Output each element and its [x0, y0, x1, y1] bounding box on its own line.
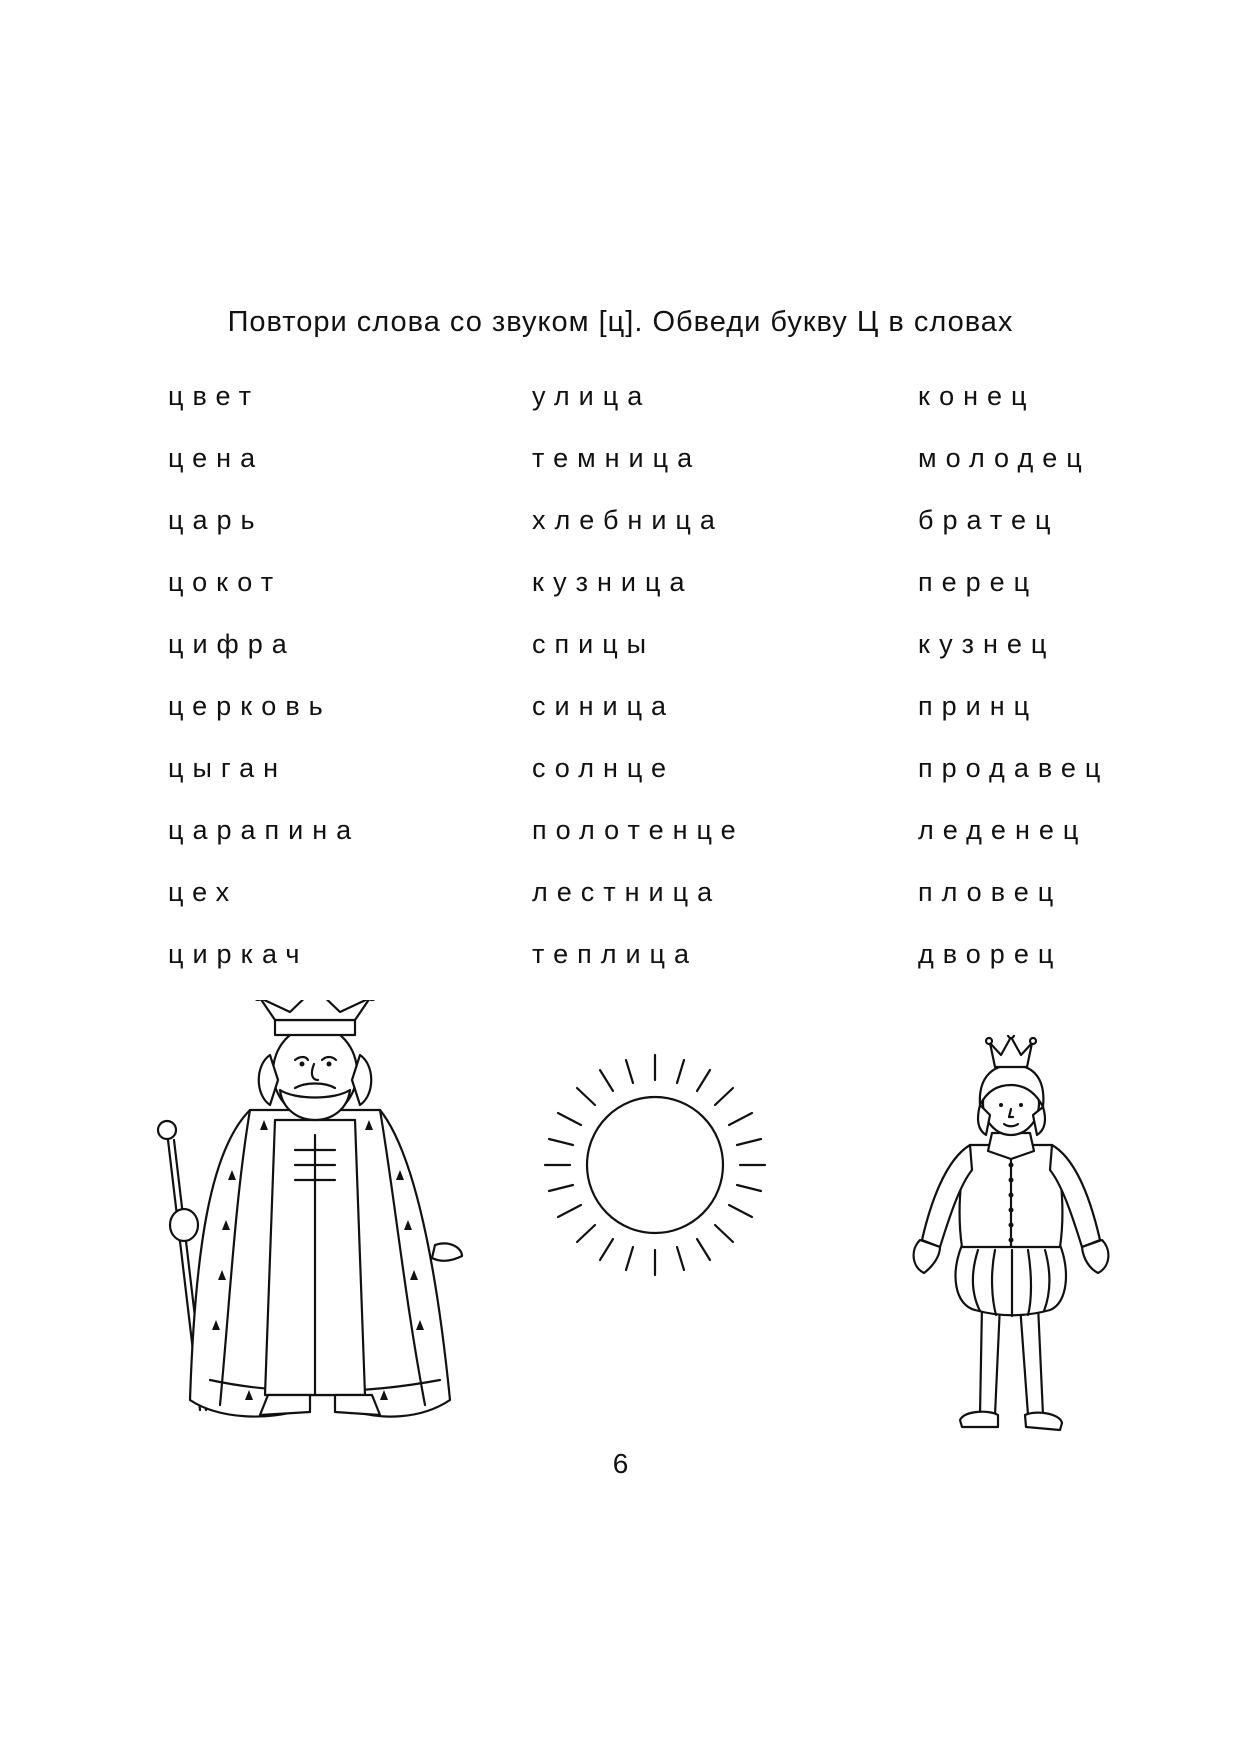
word: церковь — [168, 691, 332, 721]
word-column-1 — [168, 378, 498, 998]
word: теплица — [532, 939, 699, 969]
word: молодец — [918, 443, 1091, 473]
word-column-2 — [532, 378, 862, 998]
king-illustration — [150, 1000, 470, 1450]
word: пловец — [918, 877, 1063, 907]
word: циркач — [168, 939, 309, 969]
word: конец — [918, 381, 1036, 411]
page-title: Повтори слова со звуком [ц]. Обведи букву Ц в словах — [227, 306, 1014, 338]
word-column-3 — [918, 378, 1241, 998]
word: цех — [168, 877, 239, 907]
word: цена — [168, 443, 265, 473]
word: спицы — [532, 629, 656, 659]
word: дворец — [918, 939, 1063, 969]
word: принц — [918, 691, 1039, 721]
word: цыган — [168, 753, 288, 783]
word: братец — [918, 505, 1060, 535]
word: царапина — [168, 815, 361, 845]
word: леденец — [918, 815, 1088, 845]
word: цокот — [168, 567, 283, 597]
word: царь — [168, 505, 264, 535]
page-number: 6 — [612, 1448, 629, 1479]
word: лестница — [532, 877, 722, 907]
word: солнце — [532, 753, 676, 783]
word: хлебница — [532, 505, 724, 535]
prince-illustration — [900, 1035, 1130, 1445]
word: улица — [532, 381, 652, 411]
word: продавец — [918, 753, 1110, 783]
sun-illustration — [540, 1050, 770, 1280]
word: цифра — [168, 629, 296, 659]
word: перец — [918, 567, 1039, 597]
word: синица — [532, 691, 676, 721]
word: темница — [532, 443, 702, 473]
word: кузница — [532, 567, 694, 597]
word: полотенце — [532, 815, 745, 845]
word: кузнец — [918, 629, 1056, 659]
word: цвет — [168, 381, 260, 411]
